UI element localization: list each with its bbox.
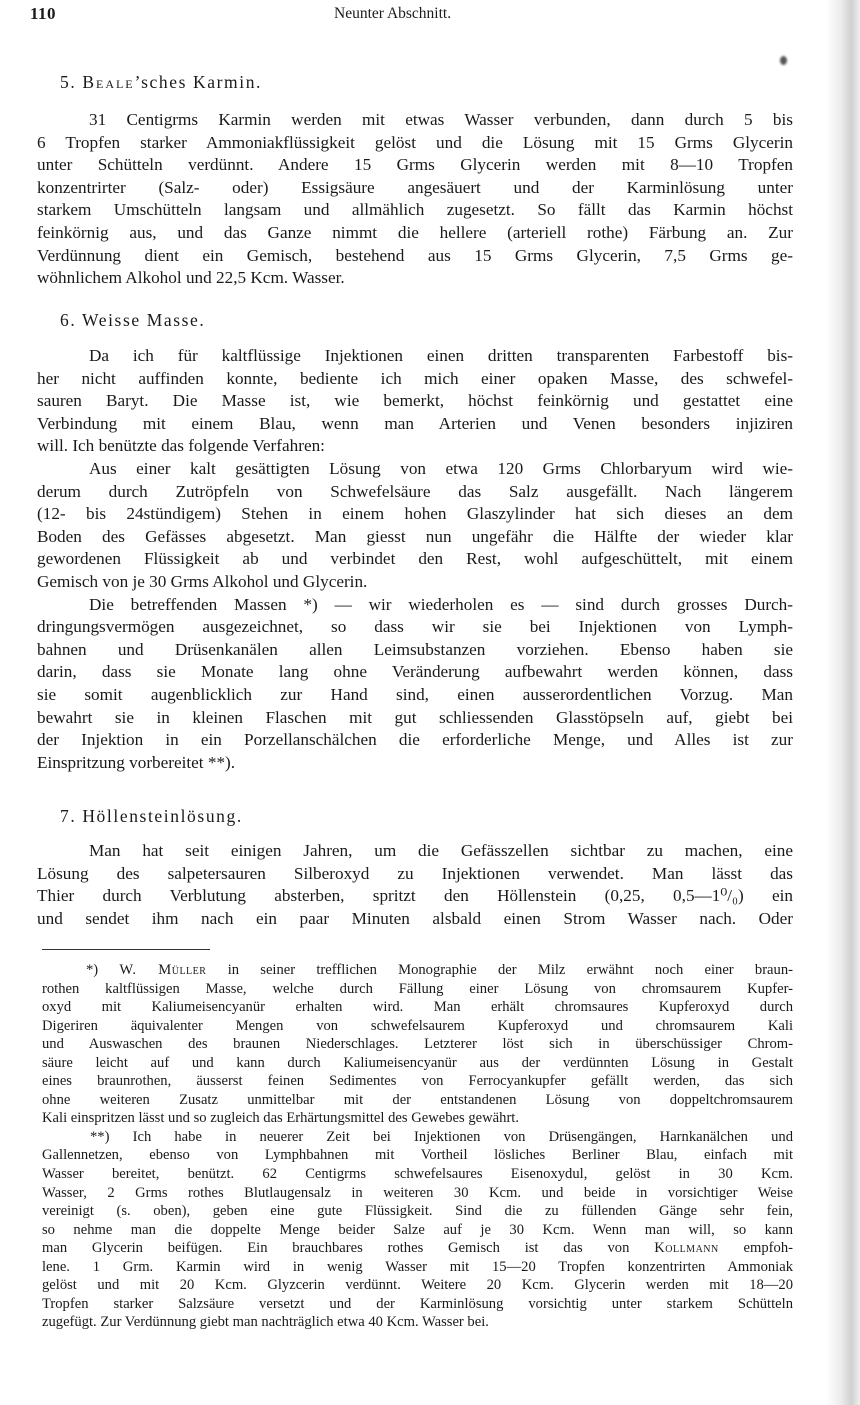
text-line: unter Schütteln verdünnt. Andere 15 Grms Glycerin werden mit 8—10 Tropfen [37,155,793,175]
running-head: Neunter Abschnitt. [334,5,452,22]
text-line: 31 Centigrms Karmin werden mit etwas Wasser verbunden, dann durch 5 bis [89,110,793,129]
text-line: dringungsvermögen ausgezeichnet, so dass wir sie bei Injektionen von Lymph- [37,617,793,637]
footnote-line: säure leicht auf und kann durch Kaliumeisencyanür aus der verdünnten Lösung in Gestalt [42,1054,793,1071]
footnote-marker: *) [86,962,99,978]
page-edge-shadow [826,0,860,1405]
author-name: W. Müller [119,962,207,978]
footnote-line: Digeriren äquivalenter Mengen von schwefelsaurem Kupferoxyd und chromsaurem Kali [42,1017,793,1034]
footnote-line: zugefügt. Zur Verdünnung giebt man nachträglich etwa 40 Kcm. Wasser bei. [42,1314,489,1331]
text-line: Da ich für kaltflüssige Injektionen einen dritten transparenten Farbestoff bis- [89,346,793,365]
section-title: Höllensteinlösung. [82,806,243,826]
footnote-line: Gallennetzen, ebenso von Lymphbahnen mit Vortheil lösliches Berliner Blau, einfach mit [42,1147,793,1164]
text-line: Lösung des salpetersauren Silberoxyd zu Injektionen verwendet. Man lässt das [37,863,793,883]
section-heading-5 [60,72,262,93]
footnote-line: eines braunrothen, äusserst feinen Sedimentes von Ferrocyankupfer gefällt werden, das sich [42,1073,793,1090]
text-line: derum durch Zutröpfeln von Schwefelsäure das Salz ausgefällt. Nach längerem [37,481,793,501]
section-6-body [37,345,793,774]
text-line: sie somit augenblicklich zur Hand sind, einen ausserordentlichen Vorzug. Man [37,684,793,704]
section-heading-6 [60,310,205,331]
footnote-line [42,961,793,980]
footnote-line: und Auswaschen des braunen Niederschlages. Letzterer löst sich in überschüssiger Chrom- [42,1036,793,1053]
footnote-line: so nehme man die doppelte Menge beider Salze auf je 30 Kcm. Wenn man will, so kann [42,1221,793,1238]
text-line: Die betreffenden Massen *) — wir wiederholen es — sind durch grosses Durch- [89,594,793,614]
footnote-line: rothen kaltflüssigen Masse, welche durch Fällung einer Lösung von chromsaurem Kupfer- [42,980,793,997]
text-line: starkem Umschütteln langsam und allmählich zugesetzt. So fällt das Karmin höchst [37,200,793,220]
text-line: Thier durch Verblutung absterben, spritzt den Höllenstein (0,25, 0,5—1⁰/₀) ein [37,886,793,906]
footnote-text: empfoh- [743,1240,793,1257]
page-header [30,4,790,28]
footnote-line: Kali einspritzen lässt und so zugleich das Erhärtungsmittel des Gewebes gewährt. [42,1110,520,1127]
text-line: will. Ich benützte das folgende Verfahren: [37,436,325,456]
text-line: bahnen und Drüsenkanälen allen Leimsubstanzen vorziehen. Ebenso haben sie [37,639,793,659]
page-number: 110 [30,4,57,23]
footnote-line: ohne weiteren Zusatz unmittelbar mit der entstandenen Lösung von doppeltchromsaurem [42,1091,793,1108]
text-line: (12- bis 24stündigem) Stehen in einem hohen Glaszylinder hat sich dieses an dem [37,504,793,524]
footnote-line [42,1239,793,1258]
text-line: Man hat seit einigen Jahren, um die Gefässzellen sichtbar zu machen, eine [89,841,793,860]
text-line: gewordenen Flüssigkeit ab und verbindet den Rest, wohl aufgeschüttelt, mit einem [37,549,793,569]
text-line: sauren Baryt. Die Masse ist, wie bemerkt, höchst feinkörnig und gestattet eine [37,391,793,411]
text-line: wöhnlichem Alkohol und 22,5 Kcm. Wasser. [37,268,345,288]
text-line: Aus einer kalt gesättigten Lösung von etwa 120 Grms Chlorbaryum wird wie- [89,458,793,478]
footnote-line: Wasser bereitet, benützt. 62 Centigrms schwefelsaures Eisenoxydul, gelöst in 30 Kcm. [42,1166,793,1183]
text-line: Verdünnung dient ein Gemisch, bestehend aus 15 Grms Glycerin, 7,5 Grms ge- [37,245,793,265]
text-line: Gemisch von je 30 Grms Alkohol und Glycerin. [37,571,368,591]
section-number: 5. [60,72,77,92]
footnotes [42,961,793,1332]
text-line: Einspritzung vorbereitet **). [37,752,236,772]
text-line: darin, dass sie Monate lang ohne Veränderung aufbewahrt werden können, dass [37,662,793,682]
footnote-line: lene. 1 Grm. Karmin wird in wenig Wasser mit 15—20 Tropfen konzentrirten Ammoniak [42,1258,793,1275]
section-number: 6. [60,310,77,330]
text-line: 6 Tropfen starker Ammoniakflüssigkeit gelöst und die Lösung mit 15 Grms Glycerin [37,132,793,152]
footnote-rule [42,949,210,950]
text-line: her nicht auffinden konnte, bediente ich mich einer opaken Masse, des schwefel- [37,368,793,388]
text-line: Boden des Gefässes abgesetzt. Man giesst nun ungefähr die Hälfte der wieder klar [37,526,793,546]
footnote-line [42,1128,793,1147]
text-line: und sendet ihm nach ein paar Minuten alsbald einen Strom Wasser nach. Oder [37,908,793,928]
section-5-body [37,109,793,290]
footnote-line: oxyd mit Kaliumeisencyanür erhalten wird. Man erhält chromsaures Kupferoxyd durch [42,999,793,1016]
section-heading-7 [60,806,243,827]
footnote-marker: **) [90,1128,110,1145]
footnote-line: Tropfen starker Salzsäure versetzt und der Karminlösung vorsichtig unter starkem Schütteln [42,1295,793,1312]
footnote-text: man Glycerin beifügen. Ein brauchbares rothes Gemisch ist das von [42,1240,630,1257]
section-7-body [37,840,793,930]
author-name: Kollmann [654,1240,719,1257]
text-line: konzentrirter (Salz- oder) Essigsäure angesäuert und der Karminlösung unter [37,177,793,197]
text-line: Verbindung mit einem Blau, wenn man Arterien und Venen besonders injiziren [37,413,793,433]
section-title: Weisse Masse. [82,310,206,330]
footnote-text: in seiner trefflichen Monographie der Milz erwähnt noch einer braun- [227,962,793,978]
footnote-text: Ich habe in neuerer Zeit bei Injektionen von Drüsengängen, Harnkanälchen und [132,1128,793,1145]
section-number: 7. [60,806,77,826]
text-line: der Injektion in ein Porzellanschälchen die erforderliche Menge, und Alles ist zur [37,730,793,750]
ink-spot [780,56,787,65]
footnote-line: vereinigt (s. oben), geben eine gute Flüssigkeit. Sind die zu füllenden Gänge sehr fein, [42,1203,793,1220]
section-title-name: Beale [82,72,135,92]
footnote-line: gelöst und mit 20 Kcm. Glyzcerin verdünnt. Weitere 20 Kcm. Glycerin werden mit 18—20 [42,1277,793,1294]
section-title: ’sches Karmin. [134,72,263,92]
footnote-line: Wasser, 2 Grms rothes Blutlaugensalz in weiteren 30 Kcm. und beide in vorsichtiger Weise [42,1184,793,1201]
text-line: bewahrt sie in kleinen Flaschen mit gut schliessenden Glasstöpseln auf, giebt bei [37,707,793,727]
text-line: feinkörnig aus, und das Ganze nimmt die hellere (arteriell rothe) Färbung an. Zur [37,222,793,242]
